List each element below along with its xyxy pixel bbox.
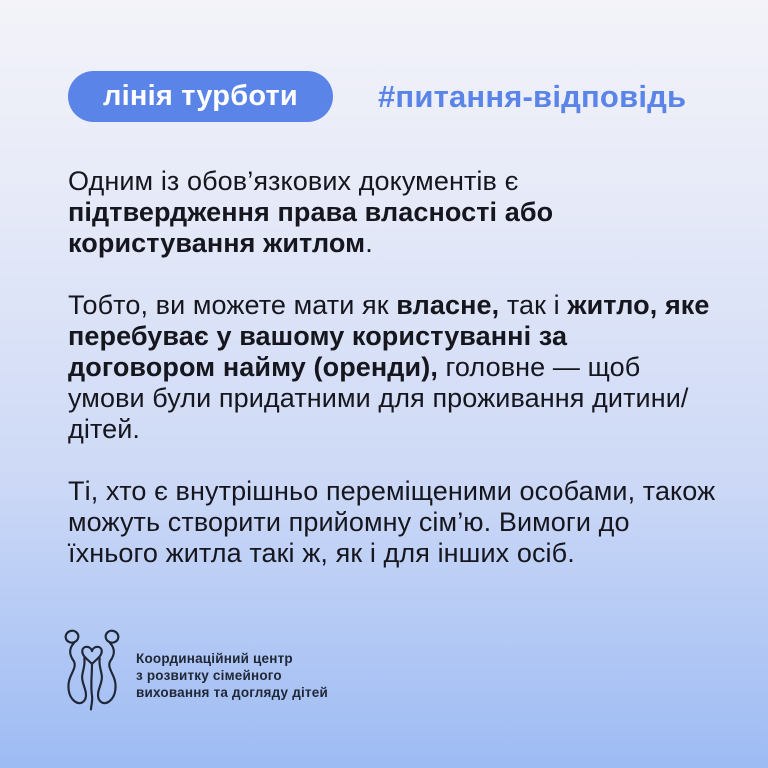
header bbox=[68, 71, 728, 122]
care-line-badge bbox=[68, 71, 333, 122]
paragraph-idp-note: Ті, хто є внутрішньо переміщеними особами, також можуть створити прийомну сім’ю. Вимоги до їхнього житла такі ж, як і для інших осіб. bbox=[68, 476, 716, 568]
organization-name-line: Координаційний центр bbox=[136, 651, 293, 666]
footer bbox=[63, 629, 328, 711]
hashtag-label: #питання-відповідь bbox=[377, 78, 687, 114]
paragraph-required-documents: Одним із обов’язкових документів є підтвердження права власності або користування житлом. bbox=[68, 166, 554, 258]
two-parents-with-heart-icon bbox=[63, 629, 121, 711]
organization-name-line: виховання та догляду дітей bbox=[136, 685, 328, 700]
body-text bbox=[68, 166, 718, 600]
paragraph-housing-types: Тобто, ви можете мати як власне, так і житло, яке перебуває у вашому користуванні за договором найму (оренди), головне — щоб умови були придатними для проживання дитини/дітей. bbox=[68, 290, 710, 444]
organization-name-line: з розвитку сімейного bbox=[136, 668, 282, 683]
care-line-badge-label: лінія турботи bbox=[103, 80, 298, 112]
organization-name bbox=[136, 629, 328, 701]
